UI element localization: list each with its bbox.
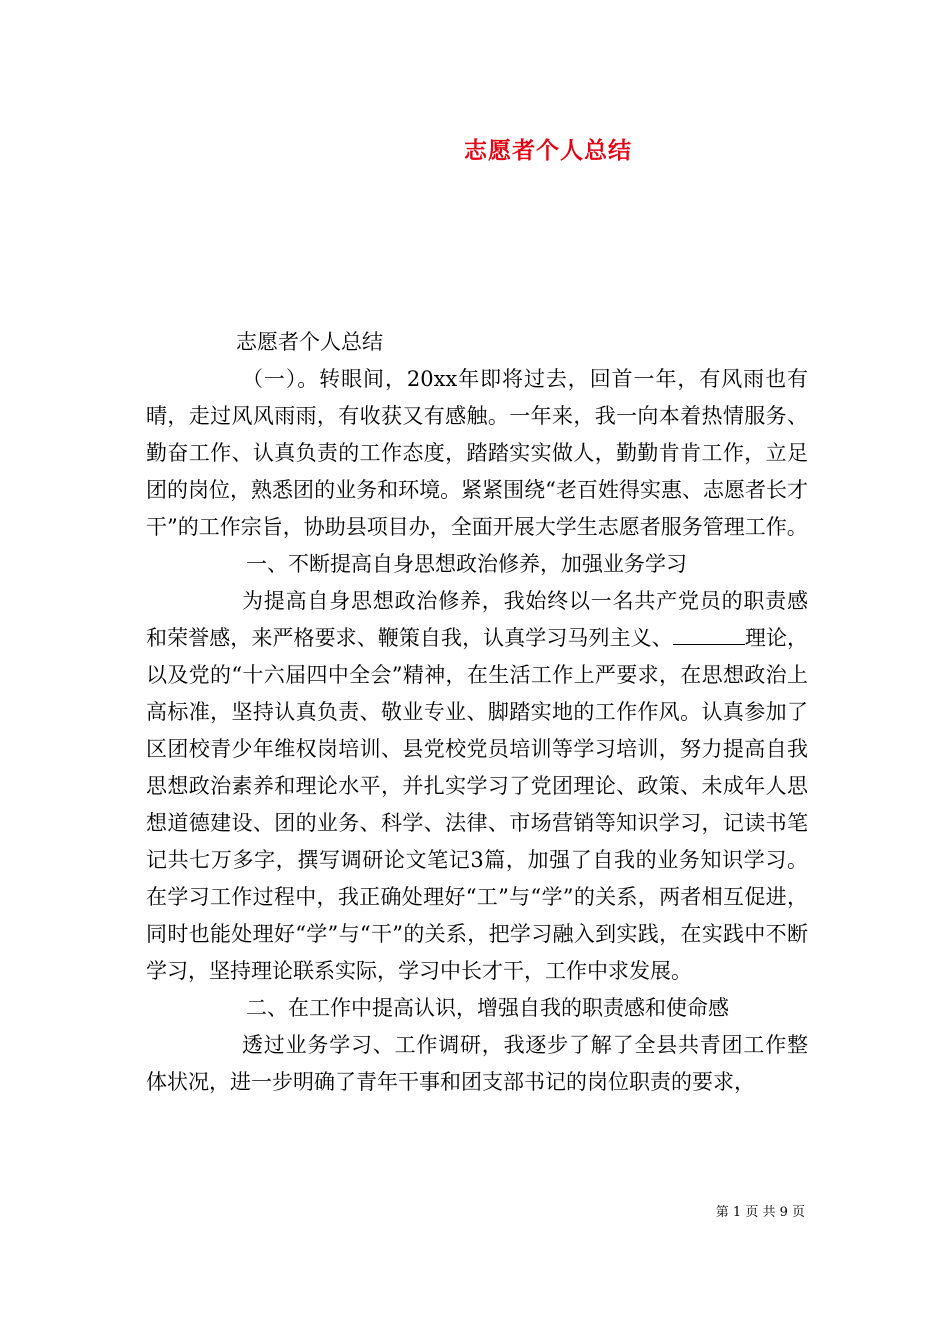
section-1-text-part2: 理论，以及党的“十六届四中全会”精神，在生活工作上严要求，在思想政治上高标准，坚持认真负责、敬业专业、脚踏实地的工作作风。认真参加了区团校青少年维权岗培训、县党校党员培训等学习培训，努力提高自我思想政治素养和理论水平，并扎实学习了党团理论、政策、未成年人思想道德建设、团的业务、科学、法律、市场营销等知识学习，记读书笔记共七万多字，撰写调研论文笔记3篇，加强了自我的业务知识学习。在学习工作过程中，我正确处理好“工”与“学”的关系，两者相互促进，同时也能处理好“学”与“干”的关系，把学习融入到实践，在实践中不断学习，坚持理论联系实际，学习中长才干，工作中求发展。 (146, 626, 809, 983)
blank-line (673, 626, 745, 645)
section-1-text-part1: 为提高自身思想政治修养，我始终以一名共产党员的职责感和荣誉感，来严格要求、鞭策自我，认真学习马列主义、 (146, 589, 808, 650)
page-number: 第 1 页 共 9 页 (715, 1205, 805, 1220)
section-2-title: 二、在工作中提高认识，增强自我的职责感和使命感 (246, 996, 729, 1020)
document-body (146, 324, 808, 1101)
section-1-title: 一、不断提高自身思想政治修养，加强业务学习 (246, 552, 687, 576)
section-1-paragraph (146, 583, 808, 990)
document-heading: 志愿者个人总结 (236, 330, 383, 354)
intro-paragraph: （一）。转眼间，20xx年即将过去，回首一年，有风雨也有晴，走过风风雨雨，有收获又有感触。一年来，我一向本着热情服务、勤奋工作、认真负责的工作态度，踏踏实实做人，勤勤肯肯工作，立足团的岗位，熟悉团的业务和环境。紧紧围绕“老百姓得实惠、志愿者长才干”的工作宗旨，协助县项目办，全面开展大学生志愿者服务管理工作。 (146, 367, 808, 539)
page-title: 志愿者个人总结 (464, 138, 632, 164)
section-2-paragraph: 透过业务学习、工作调研，我逐步了解了全县共青团工作整体状况，进一步明确了青年干事和团支部书记的岗位职责的要求， (146, 1033, 808, 1094)
